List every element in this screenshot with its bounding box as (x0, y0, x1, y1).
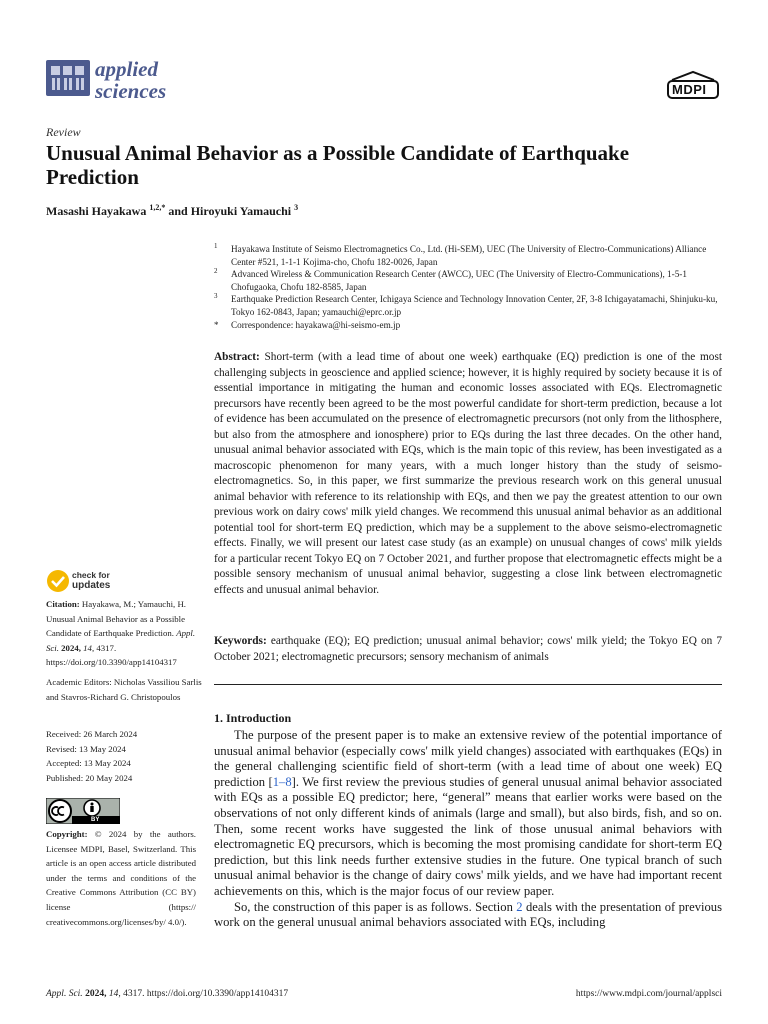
footer-citation (46, 989, 288, 999)
affiliation-text: Hayakawa Institute of Seismo Electromagnetics Co., Ltd. (Hi-SEM), UEC (The University of Electro-Communications) Alliance Center #521, 1-1-1 Kojima-cho, Chofu 182-0026, Japan (231, 244, 707, 267)
affiliation-item (214, 243, 722, 268)
affiliation-mark: 1 (214, 242, 218, 250)
keywords-text: earthquake (EQ); EQ prediction; unusual animal behavior; cows' milk yield; the Tokyo EQ on 7 October 2021; electromagnetic precursors; sensory mechanism of animals (214, 635, 722, 663)
article-dates (46, 727, 206, 785)
affiliation-text: Earthquake Prediction Research Center, Ichigaya Science and Technology Innovation Center, 2F, 3-8 Ichigayatamachi, Shinjuku-ku, Tokyo 162-0843, Japan; yamauchi@eprc.or.jp (231, 294, 718, 317)
article-type: Review (46, 125, 81, 139)
journal-logo-icon (46, 60, 90, 96)
author-affiliation-mark: 3 (294, 203, 299, 212)
section-link[interactable]: 2 (516, 899, 523, 914)
body-text-span: So, the construction of this paper is as follows. Section (234, 899, 517, 914)
check-updates-line1: check for (72, 570, 110, 580)
check-for-updates-button[interactable] (46, 569, 136, 595)
author-joiner: and (165, 204, 191, 218)
correspondence-mark: * (214, 319, 219, 330)
published-date: Published: 20 May 2024 (46, 772, 133, 783)
copyright-label: Copyright: (46, 829, 88, 839)
check-updates-icon (46, 569, 70, 593)
body-text-span: The purpose of the present paper is to make an extensive review of the potential importance of unusual animal behavior (especially cows' milk yield changes) associated with earthquakes (EQs) in the general challenging scientific field of short-term (with a lead time of about one week) EQ prediction [ (214, 728, 722, 789)
journal-name (95, 58, 166, 102)
author-name[interactable]: Hiroyuki Yamauchi (190, 204, 292, 218)
footer-journal-url[interactable]: https://www.mdpi.com/journal/applsci (575, 989, 722, 999)
citation-year: 2024, (58, 642, 84, 653)
reference-link[interactable]: 1–8 (272, 774, 292, 789)
correspondence-item (214, 319, 722, 332)
affiliation-mark: 2 (214, 267, 218, 276)
body-text-span: deals with the presentation of previous work on the general unusual animal behaviors associated with EQs, including (214, 899, 723, 930)
check-updates-line2: updates (72, 579, 111, 591)
journal-name-line1: applied (95, 57, 158, 81)
citation-volume: 14 (83, 642, 92, 653)
cc-by-license-badge[interactable] (46, 798, 120, 824)
section-heading: 1. Introduction (214, 711, 292, 725)
keywords-label: Keywords: (214, 635, 267, 647)
academic-editors: Academic Editors: Nicholas Vassiliou Sarlis and Stavros-Richard G. Christopoulos (46, 677, 202, 702)
article-title: Unusual Animal Behavior as a Possible Candidate of Earthquake Prediction (46, 141, 630, 189)
journal-name-line2: sciences (95, 79, 167, 103)
correspondence-text[interactable]: Correspondence: hayakawa@hi-seismo-em.jp (231, 319, 401, 330)
abstract (214, 350, 722, 598)
affiliation-item (214, 293, 722, 318)
citation-block (46, 597, 206, 670)
abstract-label: Abstract: (214, 351, 260, 363)
citation-doi[interactable]: , 4317. https://doi.org/10.3390/app14104317 (46, 642, 177, 668)
author-name[interactable]: Masashi Hayakawa (46, 204, 147, 218)
publisher-logo-text: MDPI (672, 82, 707, 97)
accepted-date: Accepted: 13 May 2024 (46, 758, 131, 769)
affiliation-item (214, 268, 722, 293)
copyright-notice (46, 827, 196, 929)
footer-volume: 14 (108, 989, 119, 999)
creative-commons-icon (46, 798, 120, 824)
received-date: Received: 26 March 2024 (46, 729, 138, 739)
affiliation-list (214, 243, 722, 331)
citation-text: Hayakawa, M.; Yamauchi, H. Unusual Animal Behavior as a Possible Candidate of Earthquake Prediction. (46, 599, 186, 639)
affiliation-text: Advanced Wireless & Communication Research Center (AWCC), UEC (The University of Electro-Communications), 1-5-1 Chofugaoka, Chofu 182-8585, Japan (231, 269, 687, 292)
footer-journal: Appl. Sci. (46, 989, 83, 999)
section-divider (214, 684, 722, 685)
revised-date: Revised: 13 May 2024 (46, 743, 126, 754)
footer-year: 2024, (82, 989, 109, 999)
cc-by-label: BY (91, 817, 100, 823)
keywords (214, 634, 722, 665)
body-text-span: ]. We first review the previous studies of general unusual animal behavior associated with EQs as a possible EQ predictor; here, “general” means that earlier works were based on the observations of not only different kinds of animals (large and small), but also birds, fish, and so on. Then, some recent works have suggested the link of those unusual animal behaviors with electromagnetic EQ precursors, which is becoming the most promising candidate for short-term EQ prediction, but this link needs further extensive studies in the future. One typical branch of such unusual animal behavior is the change of dairy cows' milk yields, and we have had important recent achievements on this, which is the major focus of our review paper. (214, 774, 722, 898)
affiliation-mark: 3 (214, 292, 218, 301)
author-affiliation-mark: 1,2,* (149, 203, 166, 212)
abstract-text: Short-term (with a lead time of about one week) earthquake (EQ) prediction is one of the most challenging subjects in geoscience and applied science; however, it is highly required by society because it is of essential importance in mitigating the human and economic losses associated with EQs. Electromagnetic precursors have recently been agreed to be the most powerful candidate for short-term prediction, because a lot of evidence has been accumulated on the presence of electromagnetic precursors (not only from the lithosphere, but also from the atmosphere and ionosphere) prior to EQs during the last three decades. On the other hand, unusual animal behavior associated with EQs, which is the main topic of this review, has been investigated as a macroscopic phenomenon for many years, with a much longer history than the study of seismo-electromagnetics. So, in this paper, we first summarize the previous research work on this general unusual animal behavior with reference to its relationship with EQs, and then we pay the greatest attention to our own previous work on dairy cows' milk yield changes. We recommend this unusual animal behavior as an additional potential tool for short-term EQ prediction, which may be a supplement to the above seismo-electromagnetic effects. Finally, we will present our latest case study (as an example) on unusual changes of cows' milk yields for a particular recent Tokyo EQ on 7 October 2021, and further propose that electromagnetic effects might be a possible sensory mechanism of unusual animal behavior, suggesting a close link between electromagnetic effects and unusual animal behavior. (214, 351, 722, 596)
citation-journal: Appl. Sci. (46, 628, 196, 653)
citation-label: Citation: (46, 599, 80, 609)
body-paragraph (214, 728, 722, 900)
author-list (46, 203, 298, 219)
copyright-text: © 2024 by the authors. Licensee MDPI, Basel, Switzerland. This article is an open access article distributed under the terms and conditions of the Creative Commons Attribution (CC BY) license (https:// creativecommons.org/licenses/by/ 4.0/). (46, 829, 196, 927)
publisher-logo (666, 70, 720, 100)
body-paragraph (214, 900, 722, 931)
body-text (214, 728, 722, 931)
footer-doi[interactable]: , 4317. https://doi.org/10.3390/app14104317 (118, 989, 289, 999)
